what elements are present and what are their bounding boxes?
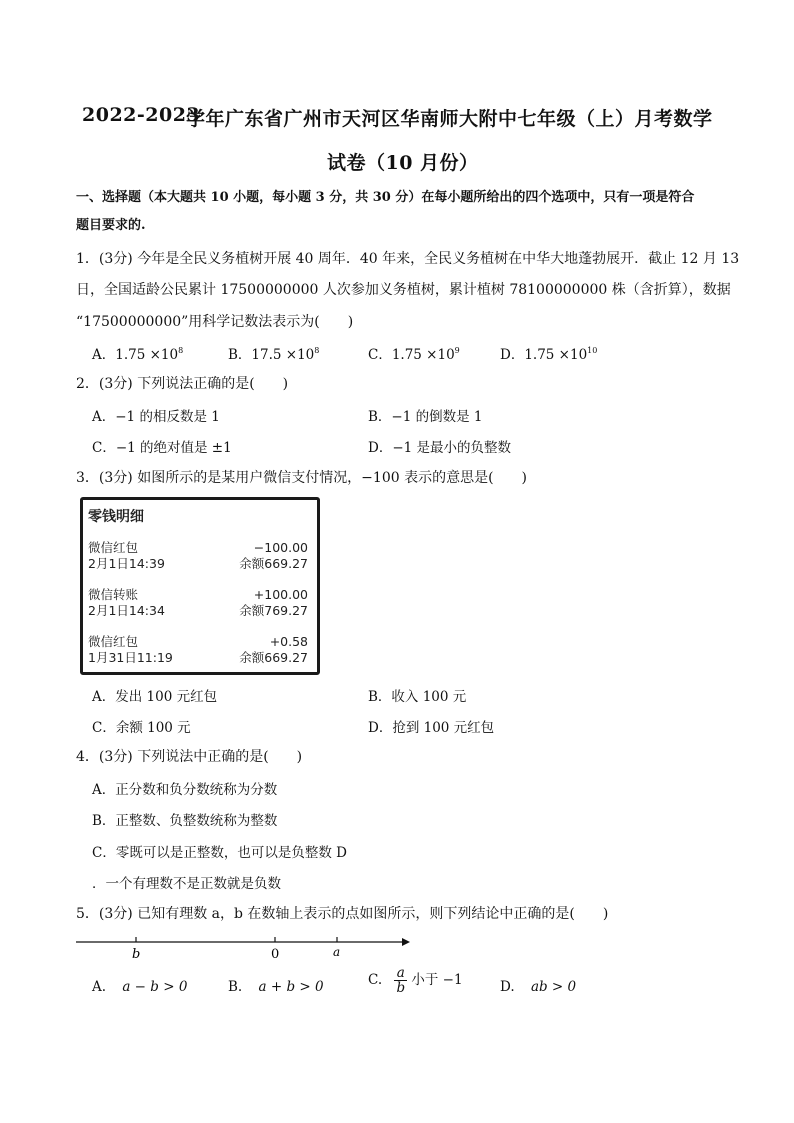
q5-stem: 5．(3分) 已知有理数 a，b 在数轴上表示的点如图所示，则下列结论中正确的是( ) — [76, 906, 609, 922]
q2-option-b[interactable]: B．−1 的倒数是 1 — [368, 409, 483, 425]
title-line2: 试卷（10 月份） — [327, 152, 479, 174]
label-zero: 0 — [271, 947, 280, 962]
q3-option-c[interactable]: C．余额 100 元 — [92, 720, 191, 736]
q2-stem: 2．(3分) 下列说法正确的是( ) — [76, 376, 289, 392]
q1-option-c[interactable]: C．$1.75 \times 10^9$ — [368, 346, 460, 363]
entry-name: 微信转账 — [88, 587, 139, 602]
q1-line1: 1．(3分) 今年是全民义务植树开展 40 周年．40 年来，全民义务植树在中华大地蓬勃展开．截止 12 月 13 — [76, 251, 740, 267]
q5-option-b[interactable]: B. a + b > 0 — [228, 979, 324, 995]
q2-option-a[interactable]: A．−1 的相反数是 1 — [92, 409, 220, 425]
q1-line3: “17500000000”用科学记数法表示为( ) — [76, 314, 354, 330]
entry-balance: 余额769.27 — [239, 603, 308, 618]
q1-option-d[interactable]: D．$1.75 \times 10^{10}$ — [500, 346, 598, 363]
label-b: b — [132, 947, 141, 962]
section-heading-line1: 一、选择题（本大题共 10 小题，每小题 3 分，共 30 分）在每小题所给出的四个选项中，只有一项是符合 — [76, 190, 695, 205]
q4-option-b[interactable]: B．正整数、负整数统称为整数 — [92, 813, 278, 829]
entry-name: 微信红包 — [88, 634, 139, 649]
q5-option-c[interactable]: C. $\frac{a}{b}$ 小于 −1 — [368, 965, 463, 996]
entry-balance: 余额669.27 — [239, 650, 308, 665]
q3-stem: 3．(3分) 如图所示的是某用户微信支付情况，−100 表示的意思是( ) — [76, 470, 528, 486]
q1-line2: 日，全国适龄公民累计 17500000000 人次参加义务植树，累计植树 78100000000 株（含折算），数据 — [76, 282, 731, 298]
number-line — [76, 934, 412, 964]
q1-option-b[interactable]: B．$17.5 \times 10^8$ — [228, 346, 320, 363]
q2-option-c[interactable]: C．−1 的绝对值是 ±1 — [92, 440, 232, 456]
entry-balance: 余额669.27 — [239, 556, 308, 571]
q4-option-c[interactable]: C．零既可以是正整数，也可以是负整数 D — [92, 845, 347, 861]
q4-stem: 4．(3分) 下列说法中正确的是( ) — [76, 749, 303, 765]
number-line-arrow-icon — [402, 938, 410, 946]
q4-option-a[interactable]: A．正分数和负分数统称为分数 — [92, 782, 278, 798]
section-heading-line2: 题目要求的. — [76, 218, 146, 233]
q2-option-d[interactable]: D．−1 是最小的负整数 — [368, 440, 512, 456]
title-year: 2022-2023 — [82, 104, 201, 126]
entry-time: 2月1日14:34 — [88, 603, 165, 618]
entry-name: 微信红包 — [88, 540, 139, 555]
entry-time: 1月31日11:19 — [88, 650, 173, 665]
entry-amount: −100.00 — [253, 540, 308, 555]
q1-option-a[interactable]: A．$1.75 \times 10^8$ — [92, 346, 184, 363]
q3-option-d[interactable]: D．抢到 100 元红包 — [368, 720, 495, 736]
label-a: a — [333, 945, 341, 959]
wallet-panel-header: 零钱明细 — [88, 509, 144, 525]
wechat-wallet-panel — [80, 497, 320, 675]
entry-amount: +100.00 — [253, 587, 308, 602]
q3-option-a[interactable]: A．发出 100 元红包 — [92, 689, 218, 705]
entry-time: 2月1日14:39 — [88, 556, 165, 571]
q3-option-b[interactable]: B．收入 100 元 — [368, 689, 467, 705]
entry-amount: +0.58 — [269, 634, 308, 649]
fraction-a-over-b: $\frac{a}{b}$ — [396, 965, 406, 996]
title-line1: 学年广东省广州市天河区华南师大附中七年级（上）月考数学 — [186, 108, 713, 130]
q4-option-d[interactable]: ．一个有理数不是正数就是负数 — [92, 876, 281, 892]
q5-option-d[interactable]: D. ab > 0 — [500, 979, 577, 995]
q5-option-a[interactable]: A. a − b > 0 — [92, 979, 188, 995]
